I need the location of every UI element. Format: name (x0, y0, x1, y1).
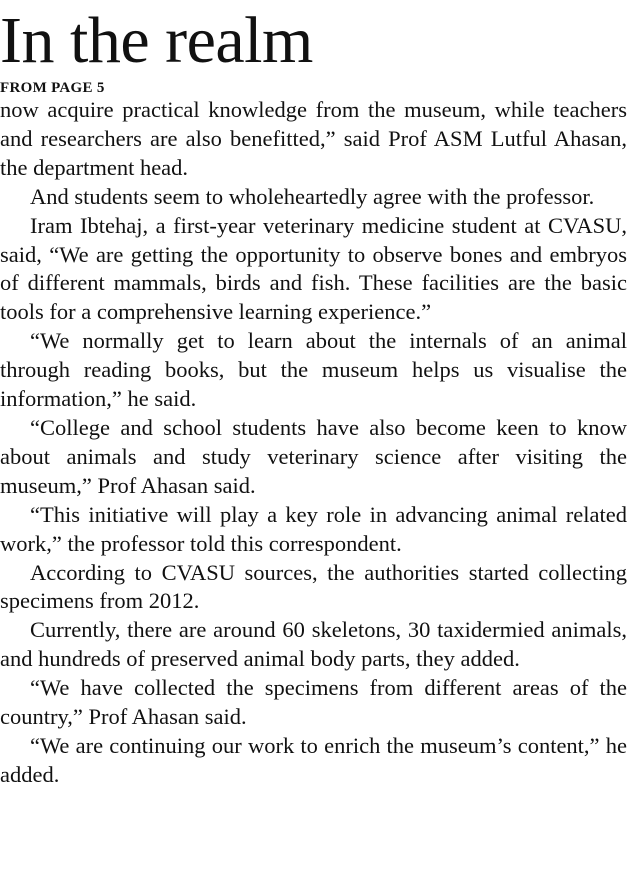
article-paragraph: “We normally get to learn about the internals of an animal through reading books, but the museum helps us visualise the information,” he said. (0, 328, 627, 412)
jump-line: FROM PAGE 5 (0, 80, 105, 96)
article-paragraph: Currently, there are around 60 skeletons, 30 taxidermied animals, and hundreds of preserved animal body parts, they added. (0, 617, 627, 672)
article-paragraph: According to CVASU sources, the authorities started collecting specimens from 2012. (0, 559, 627, 614)
article-paragraph: now acquire practical knowledge from the museum, while teachers and researchers are also benefitted,” said Prof ASM Lutful Ahasan, the department head. (0, 97, 627, 180)
article-body (0, 96, 627, 790)
article-paragraph: “We are continuing our work to enrich the museum’s content,” he added. (0, 732, 627, 787)
article-paragraph: “This initiative will play a key role in advancing animal related work,” the professor told this correspondent. (0, 501, 627, 556)
article-paragraph: And students seem to wholeheartedly agree with the professor. (30, 183, 595, 209)
article-paragraph: “College and school students have also become keen to know about animals and study veterinary science after visiting the museum,” Prof Ahasan said. (0, 414, 627, 498)
headline: In the realm (0, 4, 313, 77)
article-paragraph: Iram Ibtehaj, a first-year veterinary medicine student at CVASU, said, “We are getting the opportunity to observe bones and embryos of different mammals, birds and fish. These facilities are the basic tools for a comprehensive learning experience.” (0, 212, 627, 325)
article-paragraph: “We have collected the specimens from different areas of the country,” Prof Ahasan said. (0, 675, 627, 730)
